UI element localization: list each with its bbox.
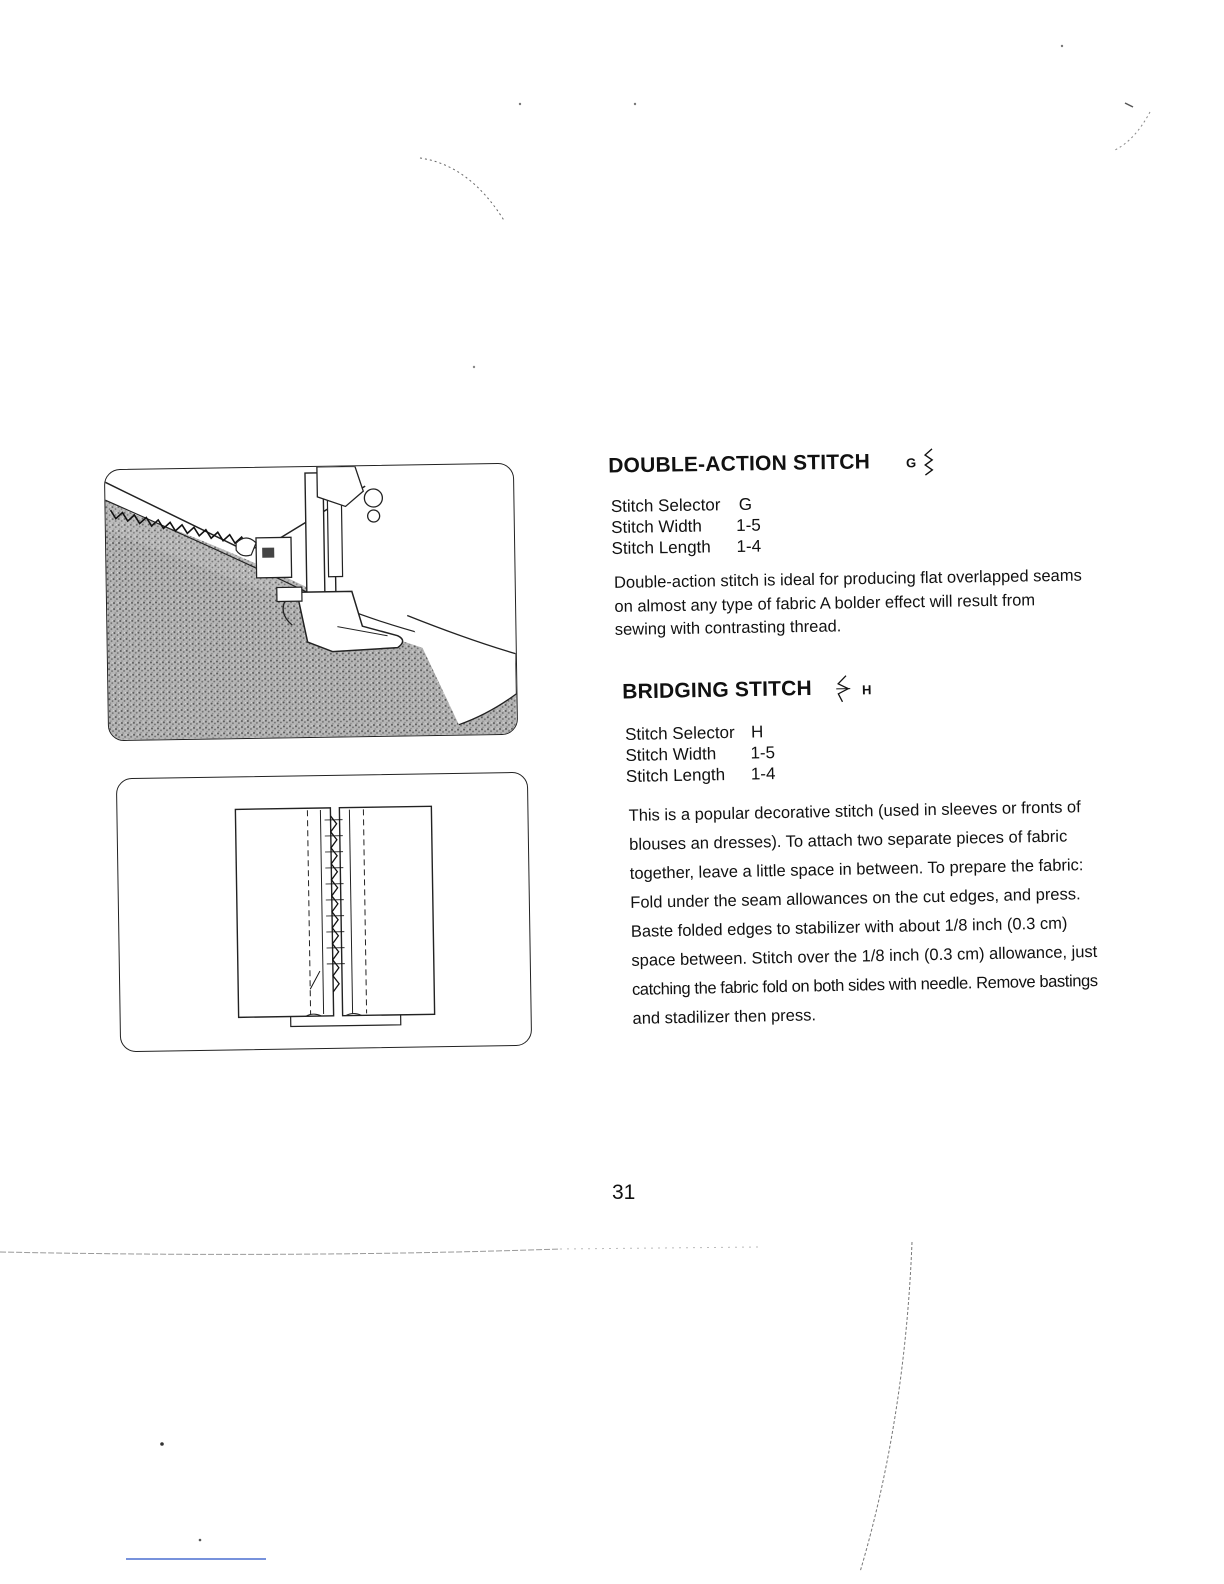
setting-row (626, 763, 776, 787)
presser-foot-illustration (104, 463, 518, 741)
bridging-stitch-icon (834, 674, 855, 704)
setting-value: G (738, 494, 753, 514)
description-line: Double-action stitch is ideal for producing flat overlapped seams (613, 566, 1082, 592)
setting-value: H (750, 722, 764, 742)
page-number: 31 (612, 1181, 636, 1204)
setting-row (611, 536, 761, 559)
setting-row (625, 721, 775, 745)
setting-label: Stitch Selector (624, 722, 735, 744)
description-line: space between. Stitch over the 1/8 inch (0.3 cm) allowance, just (631, 942, 1098, 970)
setting-label: Stitch Length (611, 537, 711, 558)
description-line: Baste folded edges to stabilizer with about 1/8 inch (0.3 cm) (630, 914, 1068, 941)
setting-label: Stitch Width (625, 744, 717, 765)
description-line: catching the fabric fold on both sides with needle. Remove bastings (631, 971, 1098, 999)
setting-value: 1-5 (736, 515, 761, 535)
description-paragraph (628, 793, 1098, 1034)
description-line: together, leave a little space in between. To prepare the fabric: (629, 856, 1084, 883)
stitch-letter: G (905, 454, 917, 470)
setting-value: 1-5 (750, 743, 776, 763)
stitch-letter: H (861, 681, 872, 697)
double-action-stitch-icon (922, 447, 936, 477)
section-heading (622, 673, 872, 708)
setting-label: Stitch Selector (610, 495, 721, 516)
setting-row (625, 742, 775, 766)
description-line: Fold under the seam allowances on the cut edges, and press. (630, 885, 1081, 912)
setting-value: 1-4 (750, 764, 776, 784)
stitch-settings (625, 721, 776, 787)
description-line: blouses an dresses). To attach two separate pieces of fabric (629, 827, 1068, 854)
section-title: DOUBLE-ACTION STITCH (608, 450, 871, 478)
bridging-stitch-diagram (116, 772, 532, 1052)
description-line: and stadilizer then press. (632, 1006, 817, 1028)
setting-value: 1-4 (736, 536, 762, 556)
description-line: sewing with contrasting thread. (614, 617, 842, 639)
setting-row (611, 515, 761, 538)
section-title: BRIDGING STITCH (622, 676, 813, 704)
sewing-machine-presser-foot-icon (105, 464, 517, 740)
setting-label: Stitch Length (625, 765, 726, 786)
setting-label: Stitch Width (611, 516, 703, 537)
description-paragraph (614, 565, 1083, 643)
section-heading (608, 447, 937, 482)
description-line: This is a popular decorative stitch (used in sleeves or fronts of (628, 798, 1081, 825)
setting-row (611, 494, 761, 517)
bridging-stitch-diagram-icon (117, 773, 531, 1051)
stitch-settings (611, 494, 762, 559)
description-line: on almost any type of fabric A bolder effect will result from (614, 590, 1036, 616)
